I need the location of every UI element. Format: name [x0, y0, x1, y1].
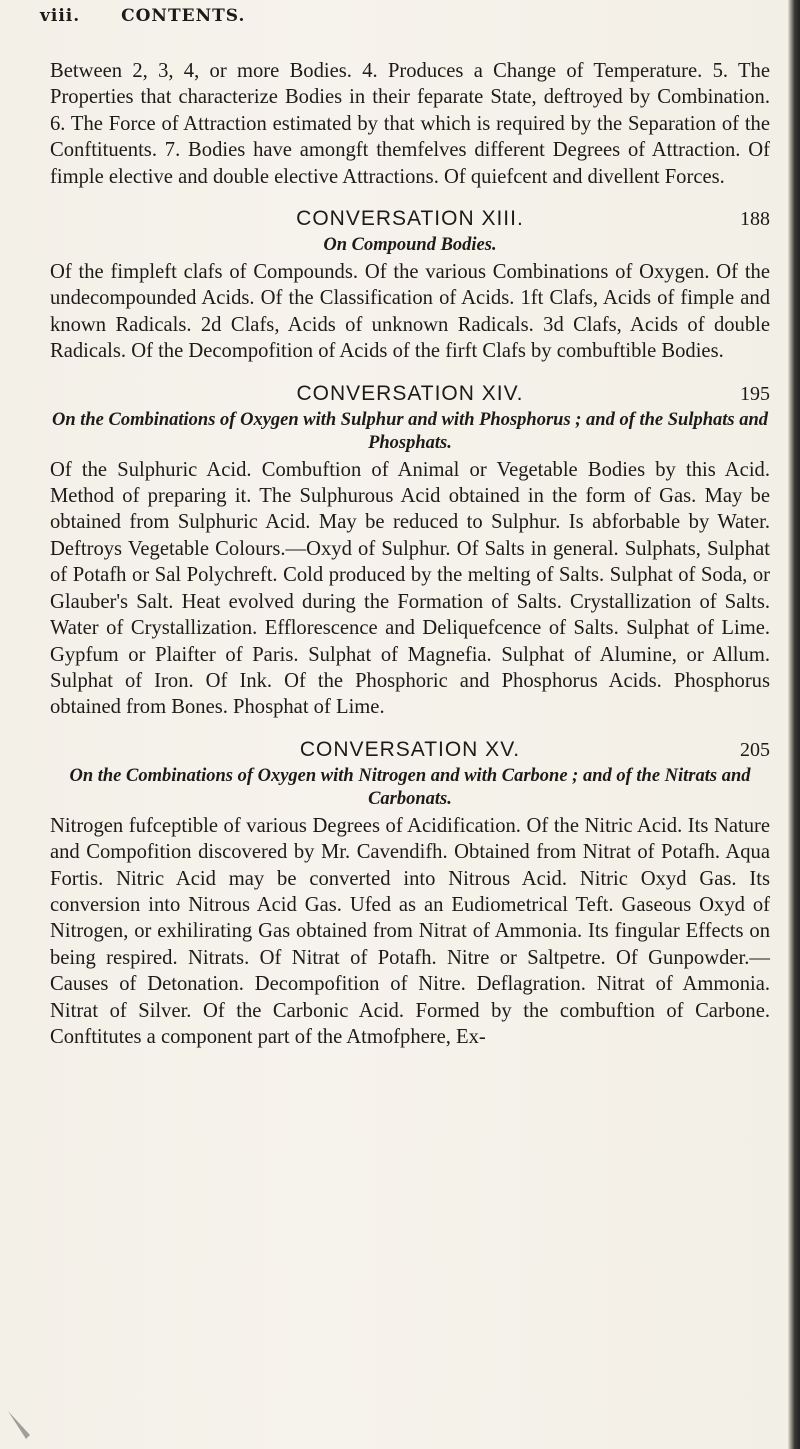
section-conversation-xiii — [50, 206, 770, 365]
section-conversation-xiv — [50, 381, 770, 721]
running-head — [40, 6, 245, 26]
page-binding-edge — [788, 0, 800, 1449]
conversation-title: CONVERSATION XV. — [299, 737, 521, 761]
page-number: viii. — [40, 6, 81, 26]
conversation-summary: Of the Sulphuric Acid. Combuftion of Animal or Vegetable Bodies by this Acid. Method of preparing it. The Sulphurous Acid obtained in the form of Gas. May be obtained from Sulphuric Acid. May be reduced to Sulphur. Is abforbable by Water. Deftroys Vegetable Colours.—Oxyd of Sulphur. Of Salts in general. Sulphats, Sulphat of Potafh or Sal Polychreft. Cold produced by the melting of Salts. Sulphat of Soda, or Glauber's Salt. Heat evolved during the Formation of Salts. Crystallization of Salts. Water of Crystallization. Efflorescence and Deliquefcence of Salts. Sulphat of Lime. Gypfum or Plaifter of Paris. Sulphat of Magnefia. Sulphat of Alumine, or Allum. Sulphat of Iron. Of Ink. Of the Phosphoric and Phosphorus Acids. Phosphorus obtained from Bones. Phosphat of Lime. — [50, 458, 770, 719]
conversation-title: CONVERSATION XIII. — [296, 207, 524, 231]
conversation-page-number: 195 — [740, 382, 770, 405]
conversation-summary: Of the fimpleft clafs of Compounds. Of the various Combinations of Oxygen. Of the undecompounded Acids. Of the Classification of Acids. 1ft Clafs, Acids of fimple and known Radicals. 2d Clafs, Acids of unknown Radicals. 3d Clafs, Acids of double Radicals. Of the Decompofition of Acids of the firft Clafs by combuftible Bodies. — [50, 261, 770, 363]
conversation-page-number: 188 — [740, 208, 770, 231]
conversation-title: CONVERSATION XIV. — [296, 381, 524, 405]
conversation-heading — [50, 737, 770, 763]
page-corner-mark — [6, 1409, 34, 1441]
conversation-heading — [50, 206, 770, 232]
conversation-subtitle: On the Combinations of Oxygen with Nitrogen and with Carbone ; and of the Nitrats and Carbonats. — [69, 765, 751, 809]
conversation-heading — [50, 381, 770, 407]
conversation-page-number: 205 — [740, 738, 770, 761]
section-conversation-xv — [50, 737, 770, 1051]
contents-body — [50, 58, 770, 1050]
conversation-summary: Nitrogen fufceptible of various Degrees of Acidification. Of the Nitric Acid. Its Nature and Compofition discovered by Mr. Cavendifh. Obtained from Nitrat of Potafh. Aqua Fortis. Nitric Acid may be converted into Nitrous Acid. Nitric Oxyd Gas. Its conversion into Nitrous Acid Gas. Ufed as an Eudiometrical Teft. Gaseous Oxyd of Nitrogen, or exhilirating Gas obtained from Nitrat of Ammonia. Its fingular Effects on being respired. Nitrats. Of Nitrat of Potafh. Nitre or Saltpetre. Of Gunpowder.—Causes of Detonation. Decompofition of Nitre. Deflagration. Nitrat of Ammonia. Nitrat of Silver. Of the Carbonic Acid. Formed by the combuftion of Carbone. Conftitutes a component part of the Atmofphere, Ex- — [50, 814, 770, 1048]
running-title: CONTENTS. — [121, 6, 246, 26]
conversation-subtitle: On Compound Bodies. — [323, 235, 497, 256]
conversation-subtitle: On the Combinations of Oxygen with Sulphur and with Phosphorus ; and of the Sulphats and Phosphats. — [51, 409, 769, 453]
intro-paragraph: Between 2, 3, 4, or more Bodies. 4. Produces a Change of Temperature. 5. The Properties that characterize Bodies in their feparate State, deftroyed by Combination. 6. The Force of Attraction estimated by that which is required by the Separation of the Conftituents. 7. Bodies have amongft themfelves different Degrees of Attraction. Of fimple elective and double elective Attractions. Of quiefcent and divellent Forces. — [50, 60, 770, 188]
